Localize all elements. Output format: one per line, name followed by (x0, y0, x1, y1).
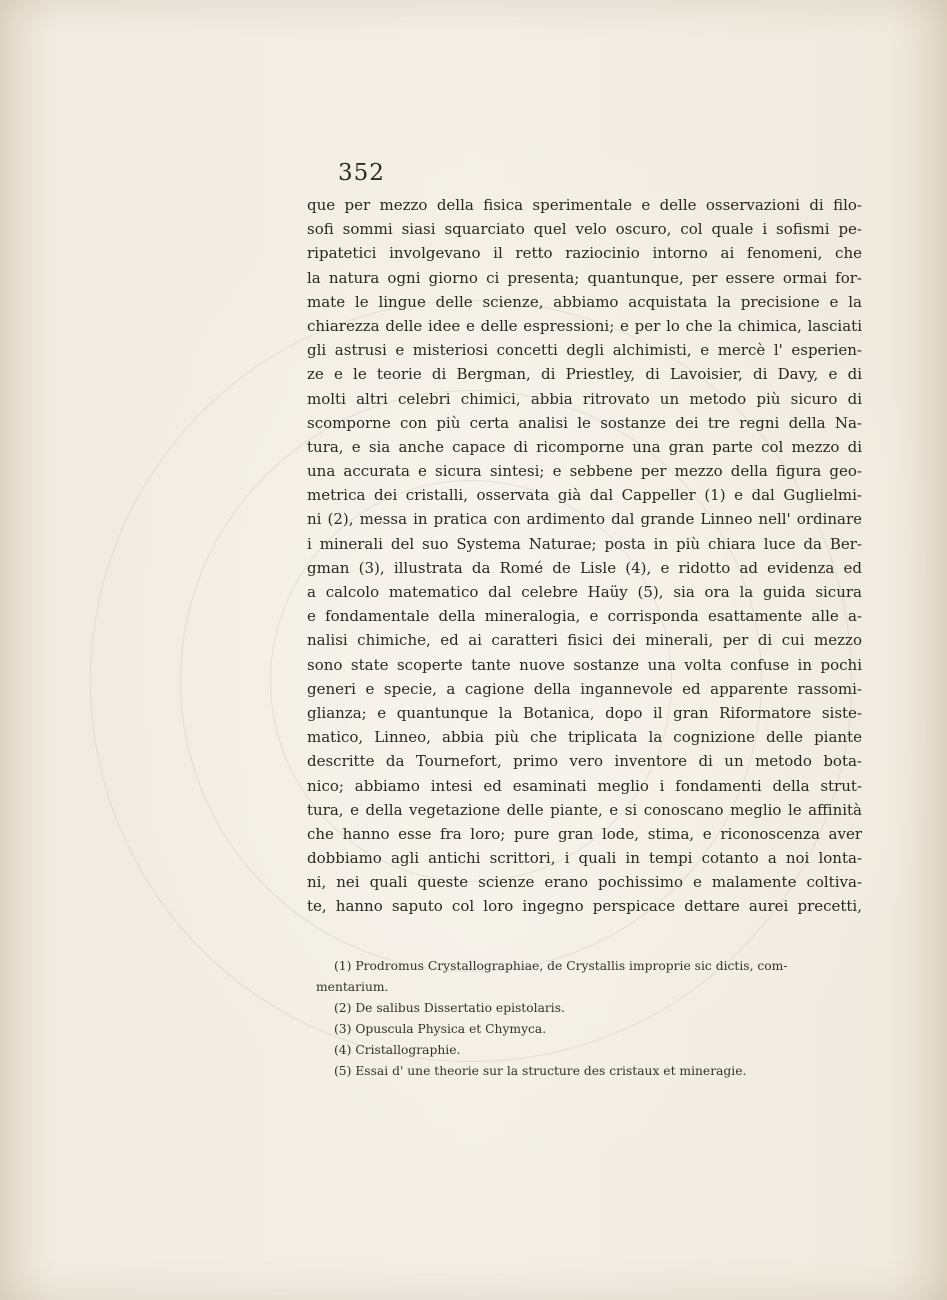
text-line: gli astrusi e misteriosi concetti degli alchimisti, e mercè l' esperien- (307, 341, 862, 360)
text-line: ni, nei quali queste scienze erano pochissimo e malamente coltiva- (307, 873, 862, 892)
text-line: sofi sommi siasi squarciato quel velo oscuro, col quale i sofismi pe- (307, 220, 862, 239)
text-line: nalisi chimiche, ed ai caratteri fisici dei minerali, per di cui mezzo (307, 631, 862, 650)
footnote-1: (1) Prodromus Crystallographiae, de Crystallis improprie sic dictis, com- (334, 959, 788, 973)
text-line: a calcolo matematico dal celebre Haüy (5), sia ora la guida sicura (307, 583, 862, 601)
text-line: i minerali del suo Systema Naturae; posta in più chiara luce da Ber- (307, 534, 862, 553)
footnote-4: (4) Cristallographie. (334, 1043, 461, 1057)
main-text (307, 193, 862, 919)
text-line: chiarezza delle idee e delle espressioni; e per lo che la chimica, lasciati (307, 316, 862, 335)
text-line: che hanno esse fra loro; pure gran lode, stima, e riconoscenza aver (307, 824, 862, 843)
text-line: tura, e sia anche capace di ricomporne una gran parte col mezzo di (307, 437, 862, 456)
text-line: mate le lingue delle scienze, abbiamo acquistata la precisione e la (307, 292, 862, 311)
text-line: ripatetici involgevano il retto raziocinio intorno ai fenomeni, che (307, 244, 862, 263)
text-line: la natura ogni giorno ci presenta; quantunque, per essere ormai for- (307, 268, 862, 287)
page-number: 352 (338, 160, 385, 186)
footnote-2: (2) De salibus Dissertatio epistolaris. (334, 1001, 565, 1015)
text-line: molti altri celebri chimici, abbia ritrovato un metodo più sicuro di (307, 389, 862, 408)
text-line: descritte da Tournefort, primo vero inventore di un metodo bota- (307, 752, 862, 771)
text-line: matico, Linneo, abbia più che triplicata la cognizione delle piante (307, 728, 862, 747)
text-line: gman (3), illustrata da Romé de Lisle (4), e ridotto ad evidenza ed (307, 558, 862, 577)
footnote-5: (5) Essai d' une theorie sur la structure des cristaux et mineragie. (334, 1064, 747, 1078)
text-line: una accurata e sicura sintesi; e sebbene per mezzo della figura geo- (307, 462, 862, 481)
footnotes (316, 956, 861, 1082)
text-line: te, hanno saputo col loro ingegno perspicace dettare aurei precetti, (307, 897, 862, 916)
text-line: tura, e della vegetazione delle piante, e si conoscano meglio le affinità (307, 800, 862, 819)
footnote-3: (3) Opuscula Physica et Chymyca. (334, 1022, 547, 1036)
text-line: que per mezzo della fisica sperimentale e delle osservazioni di filo- (307, 196, 862, 214)
footnote-1-continuation: mentarium. (316, 980, 389, 994)
text-line: nico; abbiamo intesi ed esaminati meglio i fondamenti della strut- (307, 776, 862, 795)
text-line: ze e le teorie di Bergman, di Priestley, di Lavoisier, di Davy, e di (307, 365, 862, 384)
text-line: ni (2), messa in pratica con ardimento dal grande Linneo nell' ordinare (307, 510, 862, 529)
text-line: dobbiamo agli antichi scrittori, i quali in tempi cotanto a noi lonta- (307, 849, 862, 868)
text-line: e fondamentale della mineralogia, e corrisponda esattamente alle a- (307, 607, 862, 626)
text-line: scomporne con più certa analisi le sostanze dei tre regni della Na- (307, 413, 862, 432)
text-line: generi e specie, a cagione della ingannevole ed apparente rassomi- (307, 679, 862, 698)
text-line: metrica dei cristalli, osservata già dal Cappeller (1) e dal Guglielmi- (307, 486, 862, 505)
text-line: sono state scoperte tante nuove sostanze una volta confuse in pochi (307, 655, 862, 674)
text-line: glianza; e quantunque la Botanica, dopo il gran Riformatore siste- (307, 703, 862, 722)
